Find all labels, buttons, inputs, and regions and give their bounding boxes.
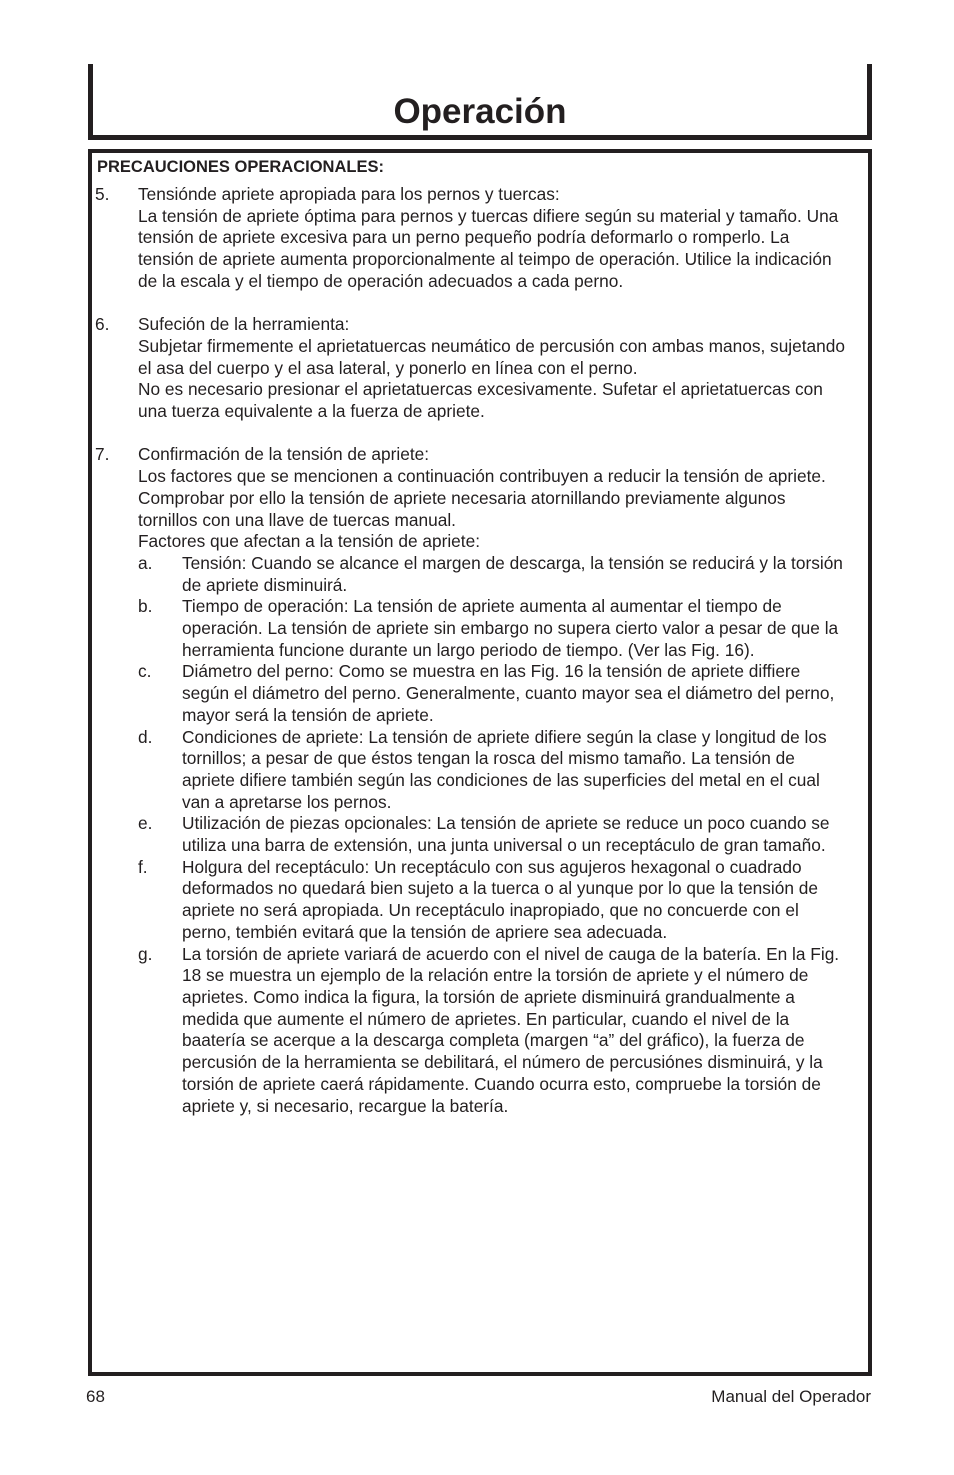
title-bar — [88, 64, 872, 140]
item-paragraph: La tensión de apriete óptima para pernos y tuercas difiere según su material y tamaño. Una tensión de apriete excesiva para un perno pequeño podría deformarlo o romperlo. La tensión de apriete aumenta proporcionalmente al teimpo de operación. Utilice la indicación de la escala y el tiempo de operación adecuados a cada perno. — [138, 205, 839, 291]
item-number: 7. — [95, 444, 110, 465]
item-paragraph: Factores que afectan a la tensión de apriete: — [138, 531, 481, 552]
sub-item-letter: e. — [138, 813, 153, 834]
item-paragraph: Subjetar firmemente el aprietatuercas neumático de percusión con ambas manos, sujetando el asa del cuerpo y el asa lateral, y ponerlo en línea con el perno. — [138, 335, 846, 378]
item-number: 6. — [95, 314, 110, 335]
manual-title: Manual del Operador — [711, 1387, 871, 1406]
content — [95, 184, 845, 1139]
sub-item-e — [138, 813, 845, 856]
sub-item-d — [138, 727, 845, 814]
section-heading: PRECAUCIONES OPERACIONALES: — [97, 158, 384, 176]
list-item-5 — [95, 184, 845, 293]
sub-item-f — [138, 857, 845, 944]
sub-item-letter: g. — [138, 943, 153, 964]
sub-item-letter: c. — [138, 661, 152, 682]
sub-item-g — [138, 944, 845, 1118]
sub-item-text: Holgura del receptáculo: Un receptáculo con sus agujeros hexagonal o cuadrado deformados no quedará bien sujeto a la tuerca o al yunque por lo que la tensión de apriete no será apropiada. Un receptáculo inapropiado, que no concuerde con el perno, tembién evitará que la tensión de apriere sea adecuada. — [182, 856, 819, 942]
item-title: Sufeción de la herramienta: — [138, 314, 350, 335]
sub-item-text: Utilización de piezas opcionales: La tensión de apriete se reduce un poco cuando se utiliza una barra de extensión, una junta universal o un receptáculo de gran tamaño. — [182, 813, 830, 856]
sub-item-text: Diámetro del perno: Como se muestra en las Fig. 16 la tensión de apriete diffiere según el diámetro del perno. Generalmente, cuanto mayor sea el diámetro del perno, mayor será la tensión de apriete. — [182, 661, 835, 725]
page-title: Operación — [393, 92, 567, 131]
list-item-6 — [95, 314, 845, 423]
sub-item-letter: f. — [138, 856, 148, 877]
sub-item-text: La torsión de apriete variará de acuerdo con el nivel de cauga de la batería. En la Fig. 18 se muestra un ejemplo de la relación entre la torsión de apriete y el número de aprietes. Como indica la figura, la torsión de apriete disminuirá grandualmente a medida que aumente el número de aprietes. En particular, cuando el nivel de la baatería se acerque a la descarga completa (margen “a” del gráfico), la fuerza de percusión de la herramienta se debilitará, el número de percusiónes disminuirá, y la torsión de apriete caerá rápidamente. Cuando ocurra esto, compruebe la torsión de apriete y, si necesario, recargue la batería. — [182, 943, 840, 1116]
sub-item-c — [138, 661, 845, 726]
sub-item-text: Tensión: Cuando se alcance el margen de descarga, la tensión se reducirá y la torsión de apriete disminuirá. — [182, 552, 843, 595]
sub-item-letter: d. — [138, 726, 153, 747]
item-paragraph: Los factores que se mencionen a continuación contribuyen a reducir la tensión de apriete. Comprobar por ello la tensión de apriete necesaria atornillando previamente algunos tornillos con una llave de tuercas manual. — [138, 466, 826, 530]
sub-item-a — [138, 553, 845, 596]
sub-item-text: Tiempo de operación: La tensión de apriete aumenta al aumentar el tiempo de operación. La tensión de apriete sin embargo no supera cierto valor a pesar de que la herramienta funcione durante un largo periodo de tiempo. (Ver las Fig. 16). — [182, 596, 839, 660]
sub-item-letter: b. — [138, 596, 153, 617]
item-title: Tensiónde apriete apropiada para los pernos y tuercas: — [138, 184, 560, 204]
sub-item-text: Condiciones de apriete: La tensión de apriete difiere según la clase y longitud de los tornillos; a pesar de que éstos tengan la rosca del mismo tamaño. La tensión de apriete difiere también según las condiciones de las superficies del metal en el cual van a apretarse los pernos. — [182, 726, 827, 812]
item-paragraph: No es necesario presionar el aprietatuercas excesivamente. Sufetar el aprietatuercas con una tuerza equivalente a la fuerza de apriete. — [138, 379, 823, 422]
sub-item-b — [138, 596, 845, 661]
sub-item-letter: a. — [138, 552, 153, 573]
item-title: Confirmación de la tensión de apriete: — [138, 444, 430, 465]
item-number: 5. — [95, 184, 110, 204]
page-number: 68 — [86, 1387, 105, 1406]
list-item-7 — [95, 444, 845, 1117]
